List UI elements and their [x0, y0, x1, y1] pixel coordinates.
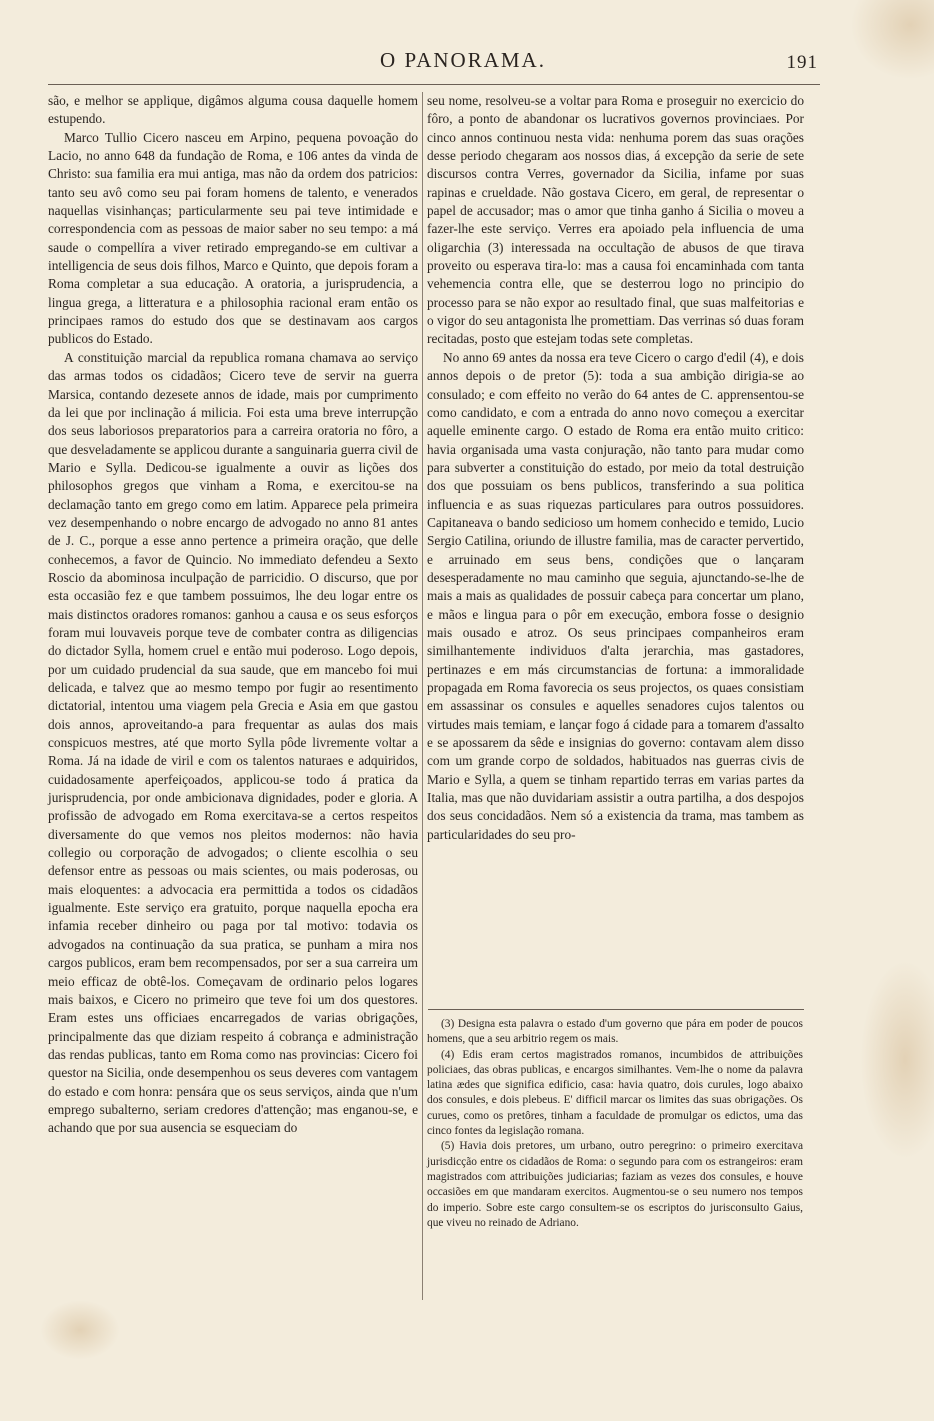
page-header: [48, 48, 818, 84]
page-number: 191: [786, 52, 818, 73]
right-column: [427, 92, 804, 844]
footnote-rule: [428, 1009, 804, 1010]
footnote: (5) Havia dois pretores, um urbano, outro peregrino: o primeiro exercitava jurisdicção entre os cidadãos de Roma: o segundo para com os estrangeiros: eram magistrados com attribuições judiciarias; faziam as vezes dos consules, e houve occasiões em que mandaram exercitos. Augmentou-se o seu numero nos tempos do imperio. Sobre este cargo consultem-se os escriptos do jurisconsulto Gaius, que viveu no reinado de Adriano.: [427, 1140, 803, 1229]
footnotes: [427, 1017, 803, 1231]
paper-stain: [40, 1300, 120, 1360]
paragraph: No anno 69 antes da nossa era teve Cicero o cargo d'edil (4), e dois annos depois o de pretor (5): toda a sua ambição dirigia-se ao consulado; e com effeito no verão do 64 antes de C. apprensentou-se como candidato, e com a entrada do anno novo começou a exercitar aquelle eminente cargo. O estado de Roma era então muito critico: havia organisada uma vasta conjuração, não tanto para mudar como para subverter a constituição do estado, por meio da total destruição dos que possuiam os bens publicos, transferindo a sua politica influencia e as suas riquezas particulares para outros possuidores. Capitaneava o bando sedicioso um homem conhecido e temido, Lucio Sergio Catilina, oriundo de illustre familia, mas de caracter pervertido, e arruinado em seus bens, condições que o lançaram desesperadamente no mau caminho que seguia, ajunctando-se-lhe de mais a mais as qualidades de possuir cabeça para concertar um plano, e mãos e lingua para o pôr em execução, embora fosse o designio mais ousado e atroz. Os seus principaes companheiros eram similhantemente individuos d'alta jerarchia, mas gastadores, pertinazes e em más circumstancias de fortuna: a immoralidade propagada em Roma favorecia os seus projectos, os quaes consistiam em assassinar os consules e aquelles senadores cujos talentos ou virtudes mais temiam, e lançar fogo á cidade para a tomarem d'assalto e se apossarem da sêde e insignias do governo: contavam alem disso com um grande corpo de soldados, habituados nas guerras civis de Mario e Sylla, a quem se tinham repartido terras em varias partes da Italia, mas que não duvidariam assistir a outra partilha, a dos despojos dos seus concidadãos. Nem só a existencia da trama, mas tambem as particularidades do seu pro-: [427, 349, 804, 842]
paragraph: são, e melhor se applique, digâmos alguma cousa daquelle homem estupendo.: [48, 93, 418, 127]
paper-stain: [860, 960, 934, 1160]
page-title: O PANORAMA.: [380, 48, 546, 72]
column-divider: [422, 92, 423, 1300]
footnote: (4) Edis eram certos magistrados romanos, incumbidos de attribuições policiaes, das obras publicas, e encargos similhantes. Vem-lhe o nome da palavra latina ædes que significa edificio, casa: havia quatro, dois curules, logo abaixo dos consules, e dois plebeus. E' difficil marcar os limites das suas obrigações. Os curues, como os pretôres, tinham a faculdade de promulgar os edictos, uma das cinco fontes da legislação romana.: [427, 1048, 803, 1138]
left-column: [48, 92, 418, 1138]
paragraph: A constituição marcial da republica romana chamava ao serviço das armas todos os cidadãos; Cicero teve de servir na guerra Marsica, contando dezesete annos de idade, mais por cumprimento da lei que por inclinação á milicia. Foi esta uma breve interrupção dos seus laboriosos preparatorios para a carreira oratoria no fôro, a que desveladamente se applicou durante a sanguinaria guerra civil de Mario e Sylla. Dedicou-se igualmente a ouvir as lições dos philosophos gregos que vinham a Roma, e exercitou-se na declamação tanto em grego como em latim. Apparece pela primeira vez desempenhando o nobre encargo de advogado no anno 81 antes de J. C., porque a esse anno pertence a primeira oração, que delle conhecemos, a favor de Quincio. No immediato defendeu a Sexto Roscio da abominosa inculpação de parricidio. O discurso, que por esta occasião fez e que tambem possuimos, lhe deu logar entre os mais distinctos oradores romanos: ganhou a causa e os seus esforços foram mui louvaveis porque teve de combater contra as diligencias do dictador Sylla, homem cruel e então mui poderoso. Logo depois, por um cuidado prudencial da sua saude, que em mancebo foi mui delicada, e talvez que ao mesmo tempo por fugir ao resentimento dictatorial, intentou uma viagem pela Grecia e Asia em que gastou dois annos, aproveitando-a para frequentar as aulas dos mais conspicuos mestres, até que morto Sylla pôde livremente voltar a Roma. Já na idade de viril e com os talentos naturaes e adquiridos, cuidadosamente aperfeiçoados, applicou-se todo á pratica da jurisprudencia, por onde ambicionava dignidades, poder e gloria. A profissão de advogado em Roma exercitava-se a certos respeitos diversamente do que vemos nos pleitos modernos: não havia collegio ou corporação de advogados; o cliente escolhia o seu defensor entre as pessoas ou mais scientes, ou mais poderosas, ou mais eloquentes: a advocacia era permittida a todos os cidadãos igualmente. Este serviço era gratuito, porque naquella epocha era infamia receber dinheiro ou paga por tal motivo: todavia os advogados na continuação da sua pratica, se punham a mira nos cargos publicos, eram bem recompensados, por ser a sua carreira um meio efficaz de obtê-los. Começavam de ordinario pelos logares mais baixos, e Cicero no primeiro que teve foi um dos questores. Eram estes uns officiaes encarregados de varias obrigações, principalmente das que diziam respeito á cobrança e administração das rendas publicas, tanto em Roma como nas provincias: Cicero foi questor na Sicilia, onde desempenhou os seus deveres com vantagem do estado e com honra: pensára que os seus serviços, ainda que n'um emprego subalterno, seriam credores d'attenção; mas enganou-se, e achando que por sua ausencia se esqueciam do: [48, 349, 418, 1136]
paragraph: seu nome, resolveu-se a voltar para Roma e proseguir no exercicio do fôro, a ponto de abandonar os lucrativos governos provinciaes. Por cinco annos continuou nesta vida: nenhuma porem das suas orações desse periodo chegaram aos nossos dias, á excepção da serie de sete discursos contra Verres, governador da Sicilia, infame por suas rapinas e crueldade. Não gostava Cicero, em geral, de representar o papel de accusador; mas o amor que tinha ganho á Sicilia o moveu a fazer-lhe este serviço. Verres era apoiado pela influencia de uma oligarchia (3) interessada na occultação de abusos de que tirava proveito ou esperava tira-lo: mas a causa foi encaminhada com tanta vehemencia contra elle, que se desterrou logo no principio do processo para se não expor ao resultado final, que suas malfeitorias e o vigor do seu antagonista lhe promettiam. Das verrinas só duas foram recitadas, posto que estejam todas sete completas.: [427, 93, 804, 347]
paragraph: Marco Tullio Cicero nasceu em Arpino, pequena povoação do Lacio, no anno 648 da fundação de Roma, e 106 antes da vinda de Christo: sua familia era mui antiga, mas não da ordem dos patricios: tanto seu avô como seu pai foram homens de talento, e venerados naquellas visinhanças; particularmente seu pai teve intimidade e correspondencia com as pessoas de maior saber no seu tempo: a má saude o compellíra a viver retirado empregando-se em cultivar a intelligencia de seus dois filhos, Marco e Quinto, que depois foram a Roma completar a sua educação. A oratoria, a jurisprudencia, a lingua grega, a litteratura e a philosophia racional eram então os principaes ramos do estudo dos que se destinavam aos cargos publicos do Estado.: [48, 129, 418, 347]
header-rule: [48, 84, 820, 85]
footnote: (3) Designa esta palavra o estado d'um governo que pára em poder de poucos homens, que a seu arbitrio regem os mais.: [427, 1018, 803, 1046]
paper-stain: [850, 0, 934, 80]
